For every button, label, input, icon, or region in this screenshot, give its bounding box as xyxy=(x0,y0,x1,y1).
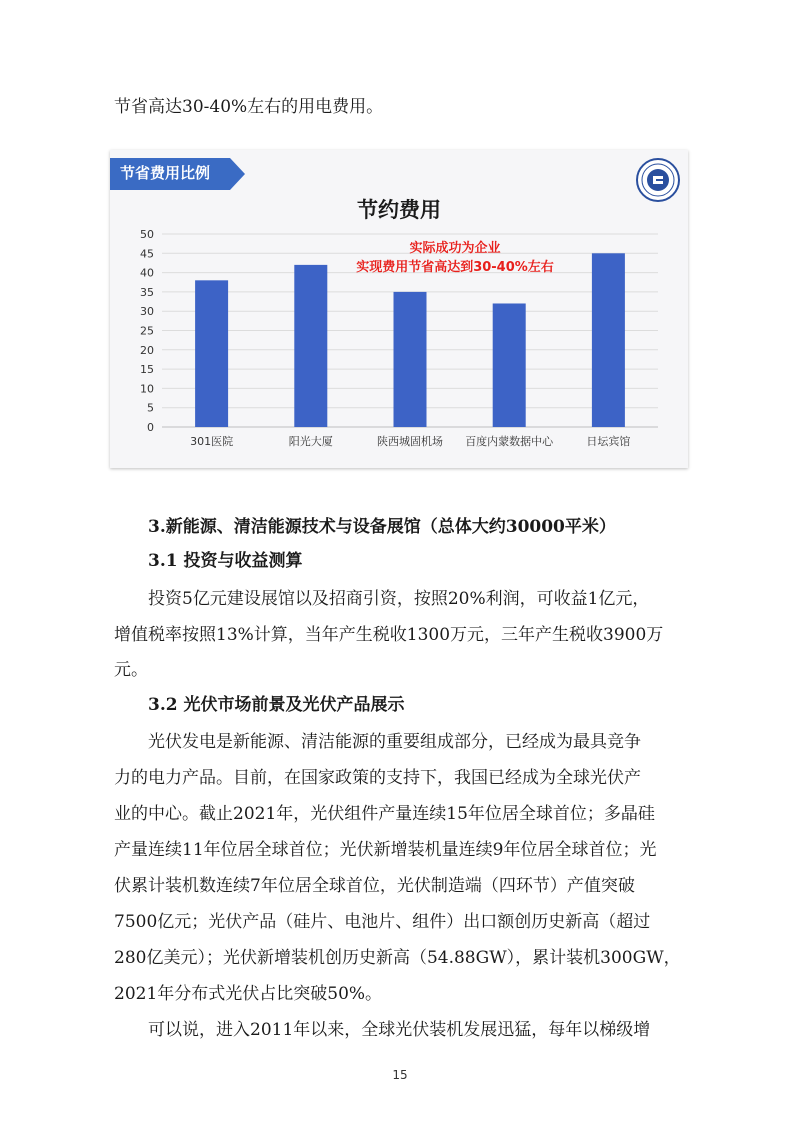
annotation-line: 实际成功为企业 xyxy=(409,241,501,256)
x-tick-label: 301医院 xyxy=(190,435,234,448)
body-line: 可以说，进入2011年以来，全球光伏装机发展迅猛，每年以梯级增 xyxy=(148,1020,651,1040)
subsection-heading: 3.2 光伏市场前景及光伏产品展示 xyxy=(148,695,405,715)
y-tick-label: 45 xyxy=(140,247,154,261)
body-line: 增值税率按照13%计算，当年产生税收1300万元，三年产生税收3900万 xyxy=(114,625,664,645)
y-tick-label: 15 xyxy=(140,363,154,377)
y-tick-label: 30 xyxy=(140,305,154,319)
body-line: 业的中心。截止2021年，光伏组件产量连续15年位居全球首位；多晶硅 xyxy=(114,804,655,824)
bar xyxy=(394,292,427,427)
body-line: 伏累计装机数连续7年位居全球首位，光伏制造端（四环节）产值突破 xyxy=(114,876,635,896)
y-tick-label: 5 xyxy=(147,401,154,415)
y-tick-label: 25 xyxy=(140,324,154,338)
chart-title: 节约费用 xyxy=(357,198,441,222)
y-tick-label: 0 xyxy=(147,421,154,434)
chart-figure xyxy=(110,150,688,468)
bar xyxy=(294,265,327,427)
body-line: 产量连续11年位居全球首位；光伏新增装机量连续9年位居全球首位；光 xyxy=(114,840,657,860)
body-line: 力的电力产品。目前，在国家政策的支持下，我国已经成为全球光伏产 xyxy=(114,768,641,788)
y-tick-label: 50 xyxy=(140,228,154,241)
body-line: 投资5亿元建设展馆以及招商引资，按照20%利润，可收益1亿元， xyxy=(148,589,650,609)
body-line: 280亿美元）；光伏新增装机创历史新高（54.88GW），累计装机300GW， xyxy=(114,948,681,968)
y-tick-label: 40 xyxy=(140,266,154,280)
chart-annotation xyxy=(356,240,554,275)
y-tick-label: 20 xyxy=(140,343,154,357)
x-axis-labels xyxy=(190,434,630,448)
body-line: 2021年分布式光伏占比突破50%。 xyxy=(114,984,383,1004)
bar xyxy=(493,303,526,427)
body-line: 光伏发电是新能源、清洁能源的重要组成部分，已经成为最具竞争 xyxy=(148,732,641,752)
x-tick-label: 百度内蒙数据中心 xyxy=(465,435,554,448)
bar xyxy=(195,280,228,427)
page-number: 15 xyxy=(392,1068,408,1082)
body-line: 节省高达30-40%左右的用电费用。 xyxy=(114,97,384,117)
figure-banner-label: 节省费用比例 xyxy=(120,164,211,182)
chart-bars xyxy=(195,253,625,427)
section-heading: 3.新能源、清洁能源技术与设备展馆（总体大约30000平米） xyxy=(148,517,616,537)
annotation-line: 实现费用节省高达到30-40%左右 xyxy=(356,260,554,275)
y-tick-label: 35 xyxy=(140,285,154,299)
x-tick-label: 阳光大厦 xyxy=(288,435,333,448)
body-line: 元。 xyxy=(114,660,148,680)
x-tick-label: 日坛宾馆 xyxy=(586,435,631,448)
x-tick-label: 陕西城固机场 xyxy=(377,435,443,448)
y-axis-ticks xyxy=(140,228,154,434)
subsection-heading: 3.1 投资与收益测算 xyxy=(148,551,303,571)
y-tick-label: 10 xyxy=(140,382,154,396)
bar-chart xyxy=(110,150,688,468)
bar xyxy=(592,253,625,427)
body-line: 7500亿元；光伏产品（硅片、电池片、组件）出口额创历史新高（超过 xyxy=(114,912,651,932)
